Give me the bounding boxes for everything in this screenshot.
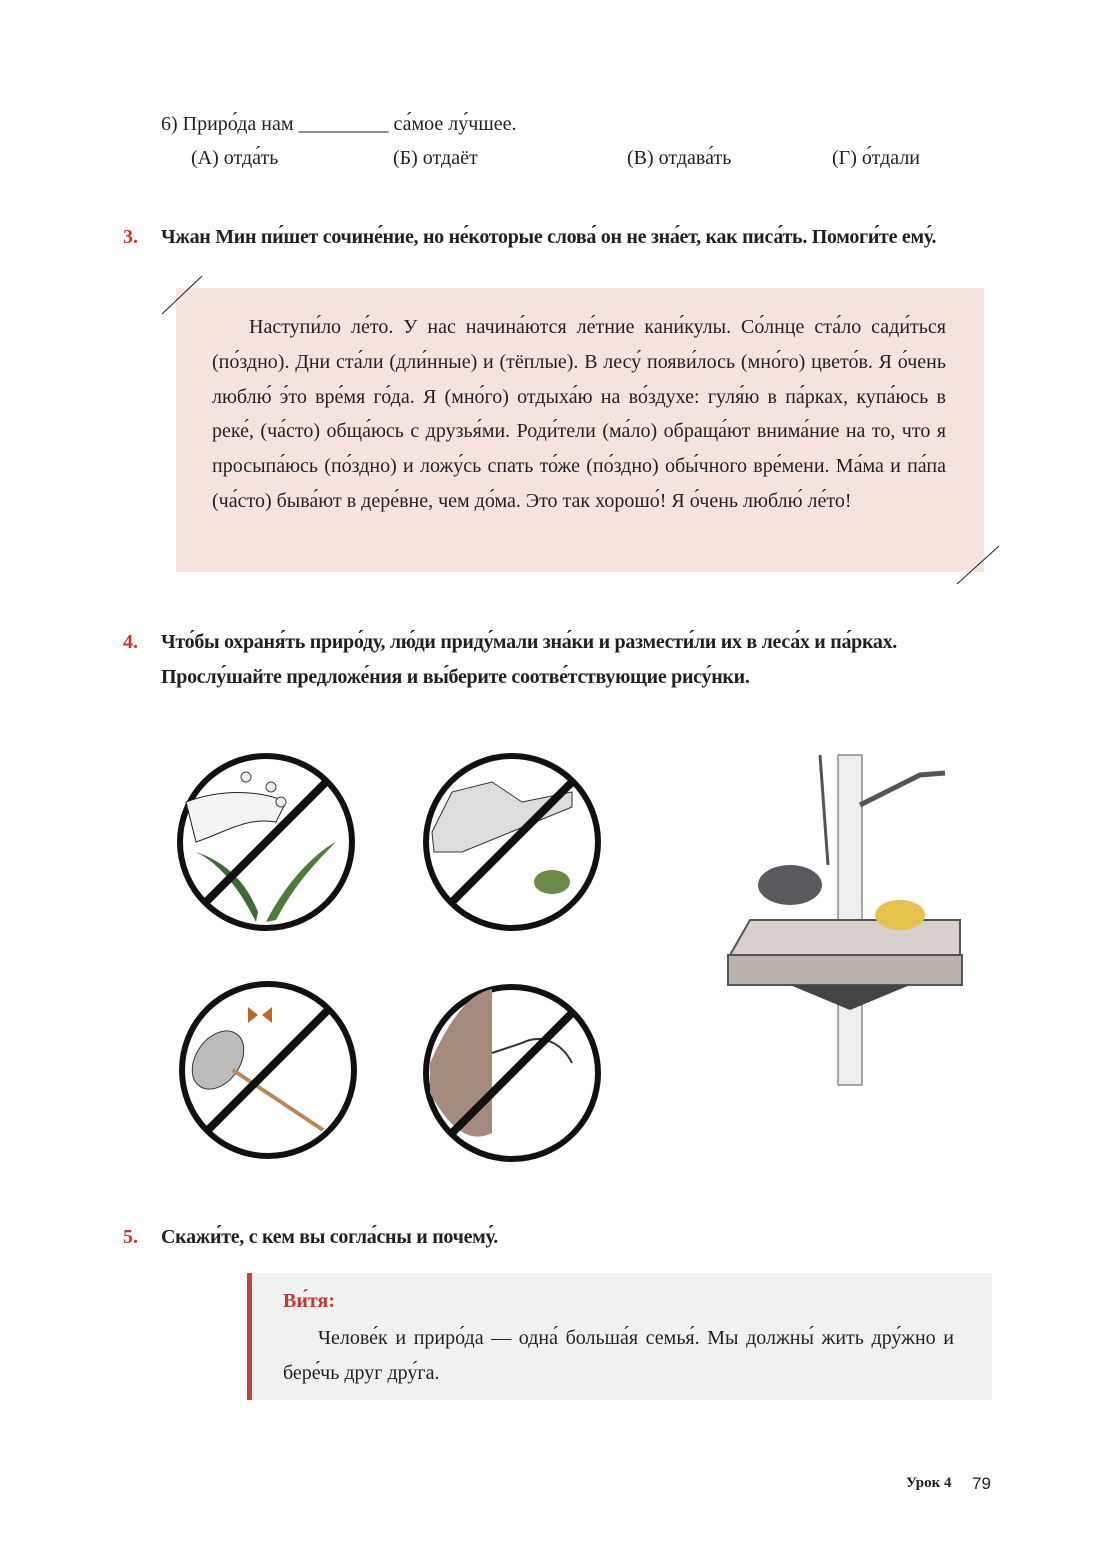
task-5-number: 5. <box>123 1226 138 1248</box>
footer-lesson: Урок 4 <box>906 1475 952 1491</box>
no-picking-flowers-sign <box>180 756 352 928</box>
page-number: 79 <box>972 1474 991 1493</box>
speaker-name: Ви́тя: <box>283 1290 335 1312</box>
essay-text <box>212 310 946 519</box>
illustrations <box>170 745 970 1175</box>
question-6-stem <box>161 112 517 136</box>
task-3-title: Чжан Мин пи́шет сочине́ние, но не́которые слова́ он не зна́ет, как писа́ть. Помоги́те ему́. <box>161 226 937 248</box>
option-c: (В) отдава́ть <box>627 147 732 169</box>
bird-feeder-illustration <box>728 755 962 1085</box>
no-breaking-branches-sign <box>426 987 598 1159</box>
no-trampling-sign <box>426 756 598 928</box>
task-5-title: Скажи́те, с кем вы согла́сны и почему́. <box>161 1226 498 1248</box>
no-catching-butterflies-sign <box>182 984 354 1156</box>
essay-paragraph: Наступи́ло ле́то. У нас начина́ются ле́тние кани́кулы. Со́лнце ста́ло сади́ться (по́здно). Дни ста́ли (дли́нные) и (тёплые). В лесу́ появи́лось (мно́го) цвето́в. Я о́чень люблю́ э́то вре́мя го́да. Я (мно́го) отдыха́ю на во́здухе: гуля́ю в па́рках, купа́юсь в реке́, (ча́сто) обща́юсь с друзья́ми. Роди́тели (ма́ло) обраща́ют внима́ние на то, что я просыпа́юсь (по́здно) и ложу́сь спать то́же (по́здно) обы́чного вре́мени. Ма́ма и па́па (ча́сто) быва́ют в дере́вне, чем до́ма. Это так хорошо́! Я о́чень люблю́ ле́то! <box>212 316 946 512</box>
option-a: (А) отда́ть <box>191 147 279 169</box>
stem-prefix: 6) Приро́да нам <box>161 113 294 135</box>
option-b: (Б) отдаёт <box>393 147 478 169</box>
option-d: (Г) о́тдали <box>832 147 921 169</box>
corner-line-decoration <box>955 544 1001 586</box>
corner-line-decoration <box>160 274 204 316</box>
stem-suffix: са́мое лу́чшее. <box>393 113 517 135</box>
task-4-line1: Что́бы охраня́ть приро́ду, лю́ди приду́мали зна́ки и размести́ли их в леса́х и па́рках. <box>161 631 897 653</box>
task-4-line2: Прослу́шайте предложе́ния и вы́берите соотве́тствующие рису́нки. <box>161 666 750 688</box>
speech-text: Челове́к и приро́да — одна́ больша́я семья́. Мы должны́ жить дру́жно и бере́чь друг дру́га. <box>283 1327 954 1384</box>
task-4-number: 4. <box>123 631 138 653</box>
task-3-number: 3. <box>123 226 138 248</box>
answer-blank: _________ <box>298 113 389 135</box>
